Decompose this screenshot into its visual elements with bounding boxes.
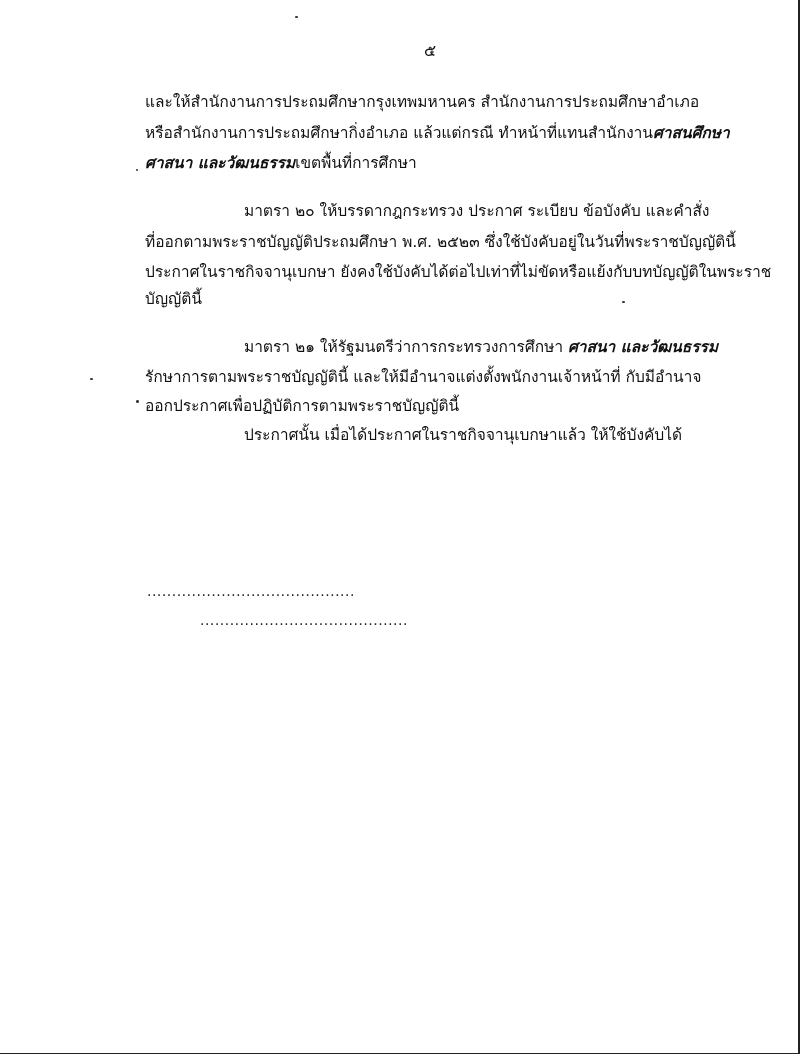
paragraph1-line2-emphasis: ศาสนศึกษา <box>652 124 730 142</box>
scan-speck <box>136 400 139 403</box>
scan-speck <box>622 301 625 303</box>
section21-line3: ออกประกาศเพื่อปฏิบัติการตามพระราชบัญญัตินี้ <box>145 397 460 415</box>
section21-line1-text: มาตรา ๒๑ ให้รัฐมนตรีว่าการกระทรวงการศึกษา <box>244 338 568 356</box>
section20-line1: มาตรา ๒๐ ให้บรรดากฎกระทรวง ประกาศ ระเบียบ ข้อบังคับ และคำสั่ง <box>244 202 710 220</box>
section20-line2: ที่ออกตามพระราชบัญญัติประถมศึกษา พ.ศ. ๒๕๒๓ ซึ่งใช้บังคับอยู่ในวันที่พระราชบัญญัตินี้ <box>145 233 736 251</box>
section21-line2: รักษาการตามพระราชบัญญัตินี้ และให้มีอำนาจแต่งตั้งพนักงานเจ้าหน้าที่ กับมีอำนาจ <box>145 368 702 386</box>
section21-line1 <box>244 337 718 357</box>
scan-speck <box>295 16 298 18</box>
section20-line4: บัญญัตินี้ <box>145 290 202 308</box>
scan-speck <box>136 169 138 171</box>
paragraph1-line3-text: เขตพื้นที่การศึกษา <box>295 154 417 172</box>
paragraph1-line3-emphasis: ศาสนา และวัฒนธรรม <box>145 154 296 172</box>
paragraph1-line2-text: หรือสำนักงานการประถมศึกษากิ่งอำเภอ แล้วแต่กรณี ทำหน้าที่แทนสำนักงาน <box>145 124 653 142</box>
signature-line-2: .......................................... <box>200 613 408 629</box>
paragraph1-line1: และให้สำนักงานการประถมศึกษากรุงเทพมหานคร สำนักงานการประถมศึกษาอำเภอ <box>145 93 700 111</box>
paragraph1-line2 <box>145 123 730 143</box>
section21-line4: ประกาศนั้น เมื่อได้ประกาศในราชกิจจานุเบกษาแล้ว ให้ใช้บังคับได้ <box>244 426 683 444</box>
section21-line1-emphasis: ศาสนา และวัฒนธรรม <box>567 338 719 356</box>
section20-line3: ประกาศในราชกิจจานุเบกษา ยังคงใช้บังคับได้ต่อไปเท่าที่ไม่ขัดหรือแย้งกับบทบัญญัติในพระราช <box>145 263 772 281</box>
signature-line-1: .......................................... <box>147 584 355 600</box>
page-number: ๕ <box>424 41 437 60</box>
scan-speck <box>90 378 93 380</box>
paragraph1-line3 <box>145 153 417 173</box>
